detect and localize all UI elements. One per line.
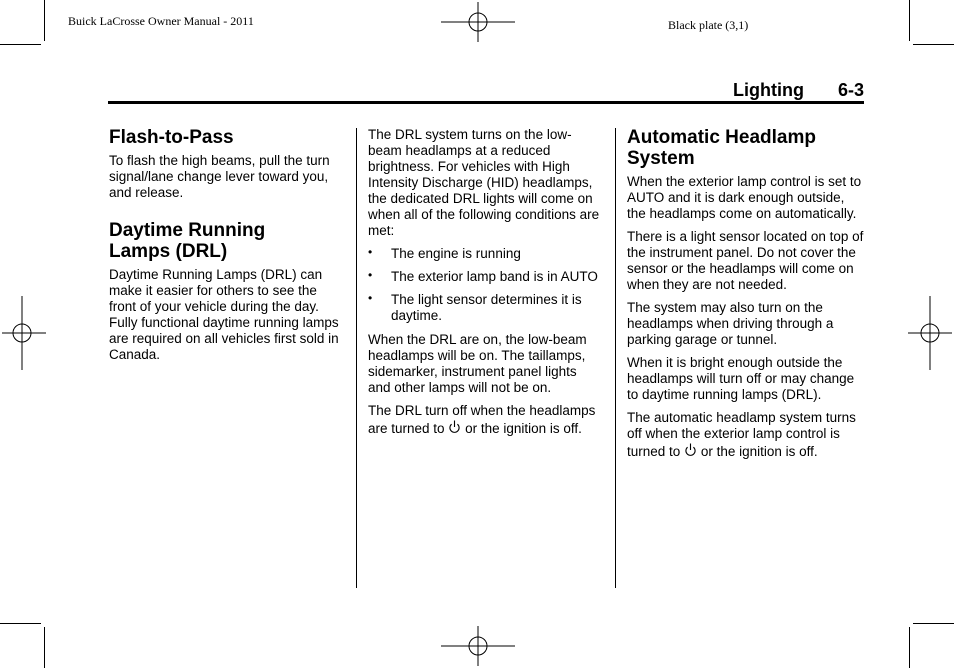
crop-mark-bottom-left-v bbox=[44, 627, 45, 668]
drl-heading-line-2: Lamps (DRL) bbox=[109, 241, 228, 262]
list-item: • The light sensor determines it is daytime. bbox=[368, 292, 600, 324]
crop-mark-top-right-h bbox=[913, 44, 954, 45]
crop-mark-bottom-left-h bbox=[0, 623, 41, 624]
column-divider-1 bbox=[356, 128, 357, 588]
running-header bbox=[108, 80, 864, 101]
auto-headlamp-p4: When it is bright enough outside the headlamps will turn off or may change to daytime running lamps (DRL). bbox=[627, 355, 855, 402]
registration-mark-bottom-icon bbox=[441, 626, 515, 666]
column-2 bbox=[368, 127, 600, 444]
crop-mark-bottom-right-v bbox=[909, 627, 910, 668]
auto-headlamp-heading-line-1: Automatic Headlamp bbox=[627, 127, 816, 148]
drl-turn-off-after: or the ignition is off. bbox=[465, 421, 582, 436]
automatic-headlamp-heading bbox=[627, 127, 865, 169]
registration-mark-right-icon bbox=[908, 296, 952, 370]
drl-turn-off-text bbox=[368, 403, 600, 437]
drl-conditions-list bbox=[368, 246, 600, 324]
column-divider-2 bbox=[615, 128, 616, 588]
crop-mark-bottom-right-h bbox=[913, 623, 954, 624]
print-header-right: Black plate (3,1) bbox=[668, 18, 749, 32]
crop-mark-top-right-v bbox=[909, 0, 910, 41]
crop-mark-top-left-h bbox=[0, 44, 41, 45]
flash-to-pass-heading: Flash-to-Pass bbox=[109, 127, 234, 148]
crop-mark-top-left-v bbox=[44, 0, 45, 41]
registration-mark-left-icon bbox=[2, 296, 46, 370]
auto-headlamp-p5 bbox=[627, 410, 865, 460]
auto-headlamp-p1: When the exterior lamp control is set to AUTO and it is dark enough outside, the headlamps come on automatically. bbox=[627, 174, 862, 221]
drl-when-on-text: When the DRL are on, the low-beam headlamps will be on. The taillamps, sidemarker, instrument panel lights and other lamps will not be on. bbox=[368, 332, 587, 395]
drl-system-intro: The DRL system turns on the low-beam headlamps at a reduced brightness. For vehicles with High Intensity Discharge (HID) headlamps, the dedicated DRL lights will come on when all of the following conditions are met: bbox=[368, 127, 600, 238]
power-off-icon bbox=[684, 442, 697, 458]
auto-headlamp-p5-before: The automatic headlamp system turns off when the exterior lamp control is turned to bbox=[627, 410, 856, 459]
auto-headlamp-p5-after: or the ignition is off. bbox=[700, 444, 818, 459]
auto-headlamp-heading-line-2: System bbox=[627, 148, 695, 169]
auto-headlamp-p2: There is a light sensor located on top of the instrument panel. Do not cover the sensor or the headlamps will come on when they are not needed. bbox=[627, 229, 864, 292]
flash-to-pass-text: To flash the high beams, pull the turn signal/lane change lever toward you, and release. bbox=[109, 153, 330, 200]
power-off-icon bbox=[448, 419, 461, 435]
column-3 bbox=[627, 127, 865, 467]
drl-heading bbox=[109, 220, 347, 262]
auto-headlamp-p3: The system may also turn on the headlamps when driving through a parking garage or tunnel. bbox=[627, 300, 834, 347]
page-number: 6-3 bbox=[837, 80, 864, 100]
column-1 bbox=[109, 127, 347, 370]
list-item: • The exterior lamp band is in AUTO bbox=[368, 269, 600, 285]
list-item: • The engine is running bbox=[368, 246, 600, 262]
section-title: Lighting bbox=[733, 80, 804, 100]
drl-heading-line-1: Daytime Running bbox=[109, 220, 266, 241]
drl-text: Daytime Running Lamps (DRL) can make it easier for others to see the front of your vehicle during the day. Fully functional daytime running lamps are required on all vehicles first sold in Canada. bbox=[109, 267, 339, 362]
drl-turn-off-before: The DRL turn off when the headlamps are turned to bbox=[368, 403, 596, 436]
print-header-left: Buick LaCrosse Owner Manual - 2011 bbox=[68, 14, 254, 28]
registration-mark-top-icon bbox=[441, 2, 515, 42]
header-rule bbox=[108, 101, 864, 104]
